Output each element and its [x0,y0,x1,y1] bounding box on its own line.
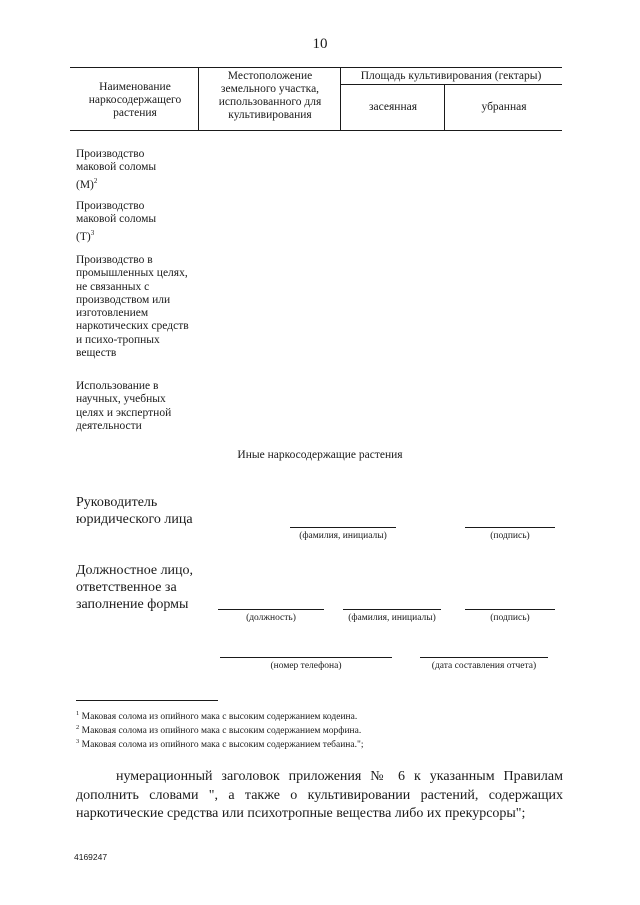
footnote-2: $^2$ Маковая солома из опийного мака с высоким содержанием морфина. [76,724,362,737]
row-label-poppy-t: Производство маковой соломы $(Т)^3$ [76,200,157,243]
header-sown: засеянная [369,101,417,113]
head-signature-line [465,527,555,528]
document-number: 4169247 [74,852,108,862]
col-divider-2 [340,67,341,130]
header-plant-name: Наименование наркосодержащего растения [88,81,182,119]
row-label-poppy-m: Производство маковой соломы $(М)^2$ [76,148,157,191]
footnote-separator [76,700,218,701]
position-caption: (должность) [246,613,296,623]
phone-caption: (номер телефона) [270,661,342,671]
page-number: 10 [312,36,328,52]
head-surname-line [290,527,396,528]
report-date-line [420,657,548,658]
position-line [218,609,324,610]
col-divider-3 [444,84,445,130]
responsible-label: Должностное лицо, ответственное за заполнение формы [76,563,194,612]
col-divider-1 [198,67,199,130]
header-harvested: убранная [481,101,527,113]
row-label-scientific: Использование в научных, учебных целях и экспертной деятельности [76,380,172,432]
head-surname-caption: (фамилия, инициалы) [299,531,387,541]
area-sub-rule [340,84,562,85]
report-date-caption: (дата составления отчета) [431,661,537,671]
head-label: Руководитель юридического лица [76,495,193,527]
table-bottom-rule [70,130,562,131]
header-area: Площадь культивирования (гектары) [360,70,542,82]
responsible-surname-caption: (фамилия, инициалы) [348,613,436,623]
responsible-signature-caption: (подпись) [490,613,530,623]
footnote-1: $^1$ Маковая солома из опийного мака с высоким содержанием кодеина. [76,710,358,723]
responsible-signature-line [465,609,555,610]
other-plants-heading: Иные наркосодержащие растения [237,449,403,461]
table-top-rule [70,67,562,68]
header-location: Местоположение земельного участка, использованного для культивирования [218,70,322,121]
phone-line [220,657,392,658]
footnote-3: $^3$ Маковая солома из опийного мака с высоким содержанием тебаина."; [76,738,364,751]
head-signature-caption: (подпись) [490,531,530,541]
responsible-surname-line [343,609,441,610]
amendment-paragraph: нумерационный заголовок приложения № 6 к указанным Правилам дополнить словами ", а также о культивировании растений, содержащих наркотические средства или психотропные вещества либо их прекурсоры"; [76,769,563,821]
row-label-industrial: Производство в промышленных целях, не связанных с производством или изготовлением наркотических средств и психо-тропных веществ [76,254,189,360]
